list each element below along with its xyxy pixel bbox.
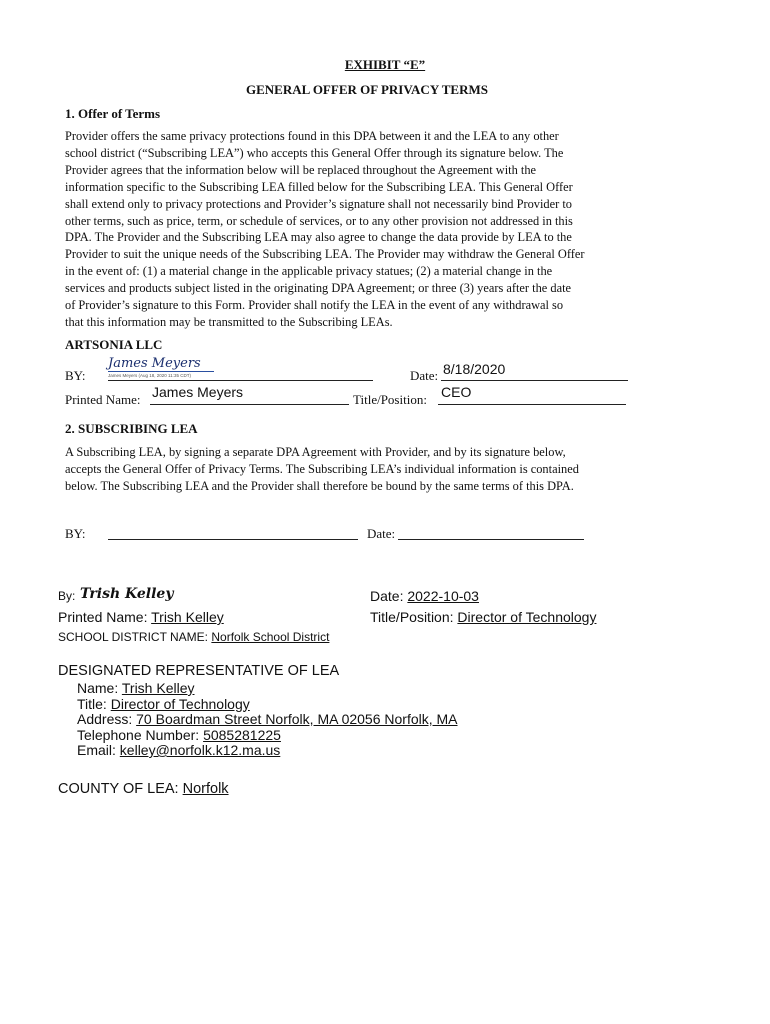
section2-title: . SUBSCRIBING LEA xyxy=(71,421,198,436)
paragraph-line: DPA. The Provider and the Subscribing LEA may also agree to change the data provide by LEA to the xyxy=(65,230,572,245)
section2-date-label: Date: xyxy=(367,526,396,541)
lea-district-field xyxy=(58,630,329,644)
paragraph-line: shall extend only to privacy protections and Provider’s signature shall not necessarily bind Provider to xyxy=(65,196,572,211)
paragraph-line: that this information may be transmitted to the Subscribing LEAs. xyxy=(65,314,393,329)
paragraph-line: of Provider’s signature to this Form. Provider shall notify the LEA in the event of any withdrawal so xyxy=(65,298,564,313)
exhibit-title: EXHIBIT “E” xyxy=(344,57,426,72)
representative-email-value[interactable]: kelley@norfolk.k12.ma.us xyxy=(119,742,281,758)
representative-phone-row xyxy=(77,728,458,744)
section2-date-line[interactable] xyxy=(398,539,584,540)
lea-by-label: By: xyxy=(58,589,76,603)
lea-signature: Trish Kelley xyxy=(80,586,174,602)
provider-by-label: BY: xyxy=(65,368,86,383)
representative-email-label: Email: xyxy=(77,742,116,758)
county-label: COUNTY OF LEA: xyxy=(58,781,179,797)
provider-date-value[interactable]: 8/18/2020 xyxy=(443,361,506,377)
paragraph-line: other terms, such as price, term, or schedule of services, or to any other provision not addressed in this xyxy=(65,213,573,228)
paragraph-line: below. The Subscribing LEA and the Provider shall therefore be bound by the same terms of this DPA. xyxy=(65,479,574,494)
lea-district-value[interactable]: Norfolk School District xyxy=(211,630,330,644)
paragraph-line: Provider offers the same privacy protections found in this DPA between it and the LEA to any other xyxy=(65,129,559,143)
representative-phone-label: Telephone Number: xyxy=(77,726,200,743)
representative-address-row xyxy=(77,712,458,728)
lea-title-value[interactable]: Director of Technology xyxy=(457,609,597,625)
provider-signature-underline xyxy=(108,371,214,372)
representative-phone-value[interactable]: 5085281225 xyxy=(203,726,281,743)
paragraph-line: A Subscribing LEA, by signing a separate DPA Agreement with Provider, and by its signature below, xyxy=(65,445,566,459)
section2-by-label: BY: xyxy=(65,526,86,541)
lea-date-field xyxy=(370,588,479,604)
representative-details xyxy=(77,681,458,759)
section2-body xyxy=(65,444,579,496)
paragraph-line: school district (“Subscribing LEA”) who accepts this General Offer through its signature below. The xyxy=(65,145,564,160)
section1-title: . Offer of Terms xyxy=(71,106,161,121)
representative-title-label: Title: xyxy=(77,695,107,712)
provider-title-label: Title/Position: xyxy=(353,392,427,407)
representative-name-value[interactable]: Trish Kelley xyxy=(121,680,195,696)
paragraph-line: Provider agrees that the information below will be replaced throughout the Agreement with the xyxy=(65,162,537,177)
provider-printed-name-label: Printed Name: xyxy=(65,392,141,407)
lea-title-field xyxy=(370,609,596,625)
provider-date-label: Date: xyxy=(410,368,439,383)
section1-body xyxy=(65,128,584,331)
section1-heading xyxy=(65,106,160,122)
representative-heading: DESIGNATED REPRESENTATIVE OF LEA xyxy=(58,663,340,679)
paragraph-line: information specific to the Subscribing LEA filled below for the Subscribing LEA. This General Offer xyxy=(65,179,573,194)
lea-printed-name-label: Printed Name: xyxy=(58,609,148,625)
lea-date-value[interactable]: 2022-10-03 xyxy=(407,588,479,604)
provider-printed-name-line xyxy=(150,404,349,405)
representative-address-label: Address: xyxy=(77,711,133,727)
representative-title-row xyxy=(77,697,458,713)
representative-address-value[interactable]: 70 Boardman Street Norfolk, MA 02056 Norfolk, MA xyxy=(136,711,458,727)
provider-signature: James Meyers xyxy=(108,356,201,371)
paragraph-line: in the event of: (1) a material change in the applicable privacy statues; (2) a material change in the xyxy=(65,264,553,279)
representative-name-row xyxy=(77,681,458,697)
section2-signature-line[interactable] xyxy=(108,539,358,540)
paragraph-line: Provider to suit the unique needs of the Subscribing LEA. The Provider may withdraw the General Offer xyxy=(65,247,585,262)
provider-company: ARTSONIA LLC xyxy=(65,337,163,352)
provider-title-value[interactable]: CEO xyxy=(441,384,472,400)
representative-email-row xyxy=(77,743,458,759)
section2-heading xyxy=(65,421,198,437)
document-heading: GENERAL OFFER OF PRIVACY TERMS xyxy=(246,82,488,97)
county-field xyxy=(58,781,229,797)
representative-title-value[interactable]: Director of Technology xyxy=(110,695,250,712)
section1-number: 1 xyxy=(65,106,72,121)
section2-number: 2 xyxy=(65,421,72,436)
county-value[interactable]: Norfolk xyxy=(182,781,229,797)
provider-signature-line[interactable] xyxy=(108,380,373,381)
provider-printed-name-value[interactable]: James Meyers xyxy=(152,384,244,400)
lea-title-label: Title/Position: xyxy=(370,609,454,625)
representative-name-label: Name: xyxy=(77,680,119,696)
provider-signature-stamp: James Meyers (Aug 18, 2020 11:35 CDT) xyxy=(108,373,191,378)
paragraph-line: services and products subject listed in the originating DPA Agreement; or three (3) years after the date xyxy=(65,281,572,296)
lea-printed-name-value[interactable]: Trish Kelley xyxy=(151,609,224,625)
provider-title-line xyxy=(438,404,626,405)
lea-date-label: Date: xyxy=(370,588,404,604)
lea-printed-name-field xyxy=(58,609,224,625)
lea-district-label: SCHOOL DISTRICT NAME: xyxy=(58,630,209,644)
provider-date-line xyxy=(441,380,628,381)
paragraph-line: accepts the General Offer of Privacy Terms. The Subscribing LEA’s individual information is contained xyxy=(65,462,579,477)
